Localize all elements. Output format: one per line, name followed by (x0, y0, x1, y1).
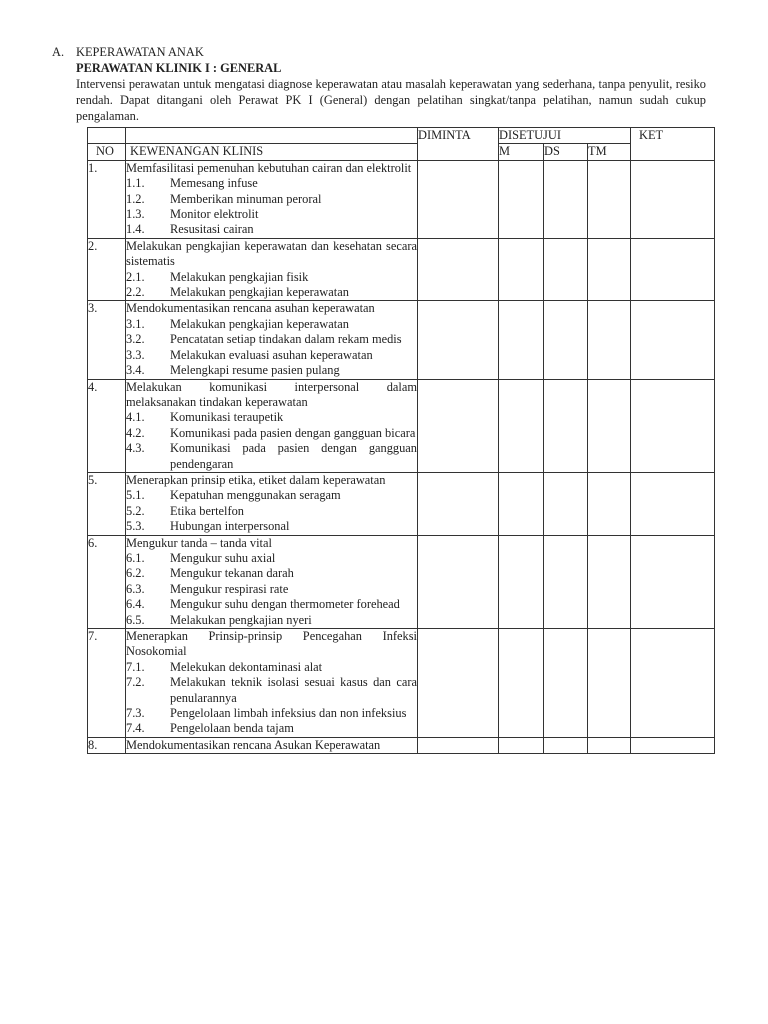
sub-item-number: 6.3. (126, 581, 145, 596)
row-number: 5. (88, 472, 126, 535)
sub-item-text: Melengkapi resume pasien pulang (170, 363, 340, 378)
cell-diminta (418, 535, 499, 628)
cell-tm (588, 379, 631, 472)
sub-item (126, 410, 417, 425)
cell-ket (631, 379, 715, 472)
cell-ds (544, 160, 588, 238)
row-competency (126, 737, 418, 753)
sub-item-text: Melakukan pengkajian fisik (170, 269, 309, 284)
table-header-row-1 (88, 128, 715, 144)
cell-diminta (418, 737, 499, 753)
sub-item-number: 1.2. (126, 191, 145, 206)
competency-title: Melakukan pengkajian keperawatan dan kesehatan secara sistematis (126, 238, 417, 269)
cell-tm (588, 301, 631, 379)
table-row (88, 737, 715, 753)
sub-item-text: Pengelolaan limbah infeksius dan non infeksius (170, 706, 407, 721)
sub-item-text: Hubungan interpersonal (170, 519, 290, 534)
row-competency (126, 301, 418, 379)
sub-item-text: Mengukur respirasi rate (170, 581, 289, 596)
sub-item-number: 1.4. (126, 222, 145, 237)
sub-item (126, 270, 417, 285)
cell-ds (544, 472, 588, 535)
competency-title: Memfasilitasi pemenuhan kebutuhan cairan dan elektrolit (126, 160, 412, 175)
sub-item (126, 207, 417, 222)
cell-diminta (418, 160, 499, 238)
row-competency (126, 472, 418, 535)
header-ket: KET (631, 128, 715, 161)
cell-ket (631, 238, 715, 301)
sub-item-text: Pengelolaan benda tajam (170, 721, 294, 736)
sub-item (126, 721, 417, 736)
competency-title: Mendokumentasikan rencana asuhan keperawatan (126, 301, 375, 316)
row-number: 7. (88, 629, 126, 738)
cell-ds (544, 238, 588, 301)
sub-item (126, 551, 417, 566)
cell-m (499, 737, 544, 753)
sub-item-text: Mengukur suhu dengan thermometer forehead (170, 597, 400, 612)
sub-item-text: Komunikasi pada pasien dengan gangguan bicara (170, 425, 416, 440)
cell-ket (631, 629, 715, 738)
sub-item-number: 1.1. (126, 176, 145, 191)
row-competency (126, 629, 418, 738)
sub-item (126, 675, 417, 706)
header-disetujui: DISETUJUI (499, 128, 631, 144)
cell-diminta (418, 301, 499, 379)
sub-item-text: Melakukan pengkajian keperawatan (170, 316, 349, 331)
intro-paragraph: Intervensi perawatan untuk mengatasi diagnose keperawatan atau masalah keperawatan yang sederhana, tanpa penyulit, resiko rendah. Dapat ditangani oleh Perawat PK I (General) dengan pelatihan singkat/tanpa pelatihan, namun sudah cukup pengalaman. (76, 77, 706, 123)
sub-item-number: 6.4. (126, 597, 145, 612)
sub-item-number: 6.5. (126, 612, 145, 627)
sub-item-number: 6.2. (126, 566, 145, 581)
sub-item-number: 5.1. (126, 488, 145, 503)
sub-item (126, 176, 417, 191)
sub-item-text: Etika bertelfon (170, 503, 244, 518)
sub-item-number: 7.4. (126, 721, 145, 736)
sub-item-number: 5.2. (126, 503, 145, 518)
sub-item (126, 348, 417, 363)
sub-item-text: Melakukan pengkajian nyeri (170, 612, 312, 627)
section-title: KEPERAWATAN ANAK (76, 45, 204, 59)
header-kewenangan: KEWENANGAN KLINIS (126, 144, 418, 160)
cell-m (499, 301, 544, 379)
sub-item-number: 1.3. (126, 207, 145, 222)
table-row (88, 238, 715, 301)
cell-diminta (418, 379, 499, 472)
sub-item (126, 582, 417, 597)
cell-diminta (418, 629, 499, 738)
sub-item (126, 332, 417, 347)
row-number: 4. (88, 379, 126, 472)
cell-m (499, 535, 544, 628)
sub-item-number: 7.1. (126, 659, 145, 674)
header-ds: DS (544, 144, 588, 160)
sub-item-number: 3.4. (126, 363, 145, 378)
sub-item (126, 363, 417, 378)
sub-item-text: Melekukan dekontaminasi alat (170, 659, 323, 674)
sub-item-number: 3.3. (126, 347, 145, 362)
sub-item-number: 7.3. (126, 706, 145, 721)
header-tm: TM (588, 144, 631, 160)
row-number: 8. (88, 737, 126, 753)
sub-item-text: Mengukur tekanan darah (170, 566, 294, 581)
sub-item-number: 4.1. (126, 410, 145, 425)
cell-tm (588, 472, 631, 535)
cell-ket (631, 301, 715, 379)
sub-item-number: 7.2. (126, 675, 145, 690)
table-row (88, 301, 715, 379)
cell-ds (544, 737, 588, 753)
sub-item-text: Komunikasi pada pasien dengan gangguan pendengaran (170, 441, 417, 471)
sub-item (126, 566, 417, 581)
sub-item (126, 285, 417, 300)
sub-item-text: Resusitasi cairan (170, 222, 254, 237)
row-number: 3. (88, 301, 126, 379)
sub-item-text: Komunikasi teraupetik (170, 410, 284, 425)
sub-item-text: Memesang infuse (170, 176, 258, 191)
cell-m (499, 472, 544, 535)
cell-m (499, 379, 544, 472)
cell-ket (631, 535, 715, 628)
sub-item (126, 660, 417, 675)
competency-title: Mengukur tanda – tanda vital (126, 535, 272, 550)
sub-item (126, 504, 417, 519)
sub-item (126, 488, 417, 503)
header-no-spacer (88, 128, 126, 144)
table-header-row-2 (88, 144, 715, 160)
competency-title: Menerapkan Prinsip-prinsip Pencegahan Infeksi Nosokomial (126, 629, 417, 659)
row-competency (126, 535, 418, 628)
section-subtitle: PERAWATAN KLINIK I : GENERAL (76, 61, 282, 75)
table-row (88, 472, 715, 535)
sub-item (126, 597, 417, 612)
sub-item (126, 192, 417, 207)
cell-ket (631, 472, 715, 535)
sub-item (126, 222, 417, 237)
sub-item (126, 441, 417, 472)
cell-m (499, 629, 544, 738)
sub-item-number: 6.1. (126, 550, 145, 565)
header-diminta: DIMINTA (418, 128, 499, 161)
competency-table (87, 127, 715, 754)
table-row (88, 535, 715, 628)
header-no: NO (88, 144, 126, 160)
sub-item-text: Melakukan pengkajian keperawatan (170, 285, 349, 300)
sub-item-text: Melakukan teknik isolasi sesuai kasus dan cara penularannya (170, 675, 417, 705)
cell-diminta (418, 238, 499, 301)
sub-item-number: 4.2. (126, 425, 145, 440)
competency-title: Melakukan komunikasi interpersonal dalam melaksanakan tindakan keperawatan (126, 379, 417, 409)
cell-tm (588, 160, 631, 238)
competency-title: Mendokumentasikan rencana Asukan Keperawatan (126, 737, 381, 752)
cell-tm (588, 629, 631, 738)
cell-ket (631, 160, 715, 238)
row-number: 6. (88, 535, 126, 628)
sub-item (126, 519, 417, 534)
header-m: M (499, 144, 544, 160)
sub-item (126, 426, 417, 441)
sub-item-number: 5.3. (126, 519, 145, 534)
cell-ket (631, 737, 715, 753)
cell-ds (544, 379, 588, 472)
cell-m (499, 238, 544, 301)
cell-tm (588, 737, 631, 753)
sub-item-text: Mengukur suhu axial (170, 550, 276, 565)
table-row (88, 160, 715, 238)
row-competency (126, 238, 418, 301)
section-heading (52, 45, 204, 60)
cell-ds (544, 629, 588, 738)
header-kewenangan-spacer (126, 128, 418, 144)
sub-item-text: Melakukan evaluasi asuhan keperawatan (170, 347, 373, 362)
sub-item-number: 2.2. (126, 285, 145, 300)
sub-item-number: 4.3. (126, 441, 145, 456)
sub-item-text: Kepatuhan menggunakan seragam (170, 488, 341, 503)
cell-ds (544, 535, 588, 628)
cell-m (499, 160, 544, 238)
sub-item-number: 3.2. (126, 332, 145, 347)
row-competency (126, 379, 418, 472)
sub-item-number: 2.1. (126, 269, 145, 284)
row-number: 1. (88, 160, 126, 238)
cell-ds (544, 301, 588, 379)
sub-item-number: 3.1. (126, 316, 145, 331)
sub-item (126, 706, 417, 721)
table-body (88, 160, 715, 753)
sub-item-text: Pencatatan setiap tindakan dalam rekam medis (170, 332, 402, 347)
sub-item (126, 613, 417, 628)
sub-item (126, 317, 417, 332)
cell-diminta (418, 472, 499, 535)
section-letter: A. (52, 45, 65, 59)
table-row (88, 379, 715, 472)
competency-title: Menerapkan prinsip etika, etiket dalam keperawatan (126, 472, 386, 487)
table-row (88, 629, 715, 738)
row-competency (126, 160, 418, 238)
sub-item-text: Memberikan minuman peroral (170, 191, 322, 206)
sub-item-text: Monitor elektrolit (170, 207, 259, 222)
cell-tm (588, 535, 631, 628)
cell-tm (588, 238, 631, 301)
row-number: 2. (88, 238, 126, 301)
